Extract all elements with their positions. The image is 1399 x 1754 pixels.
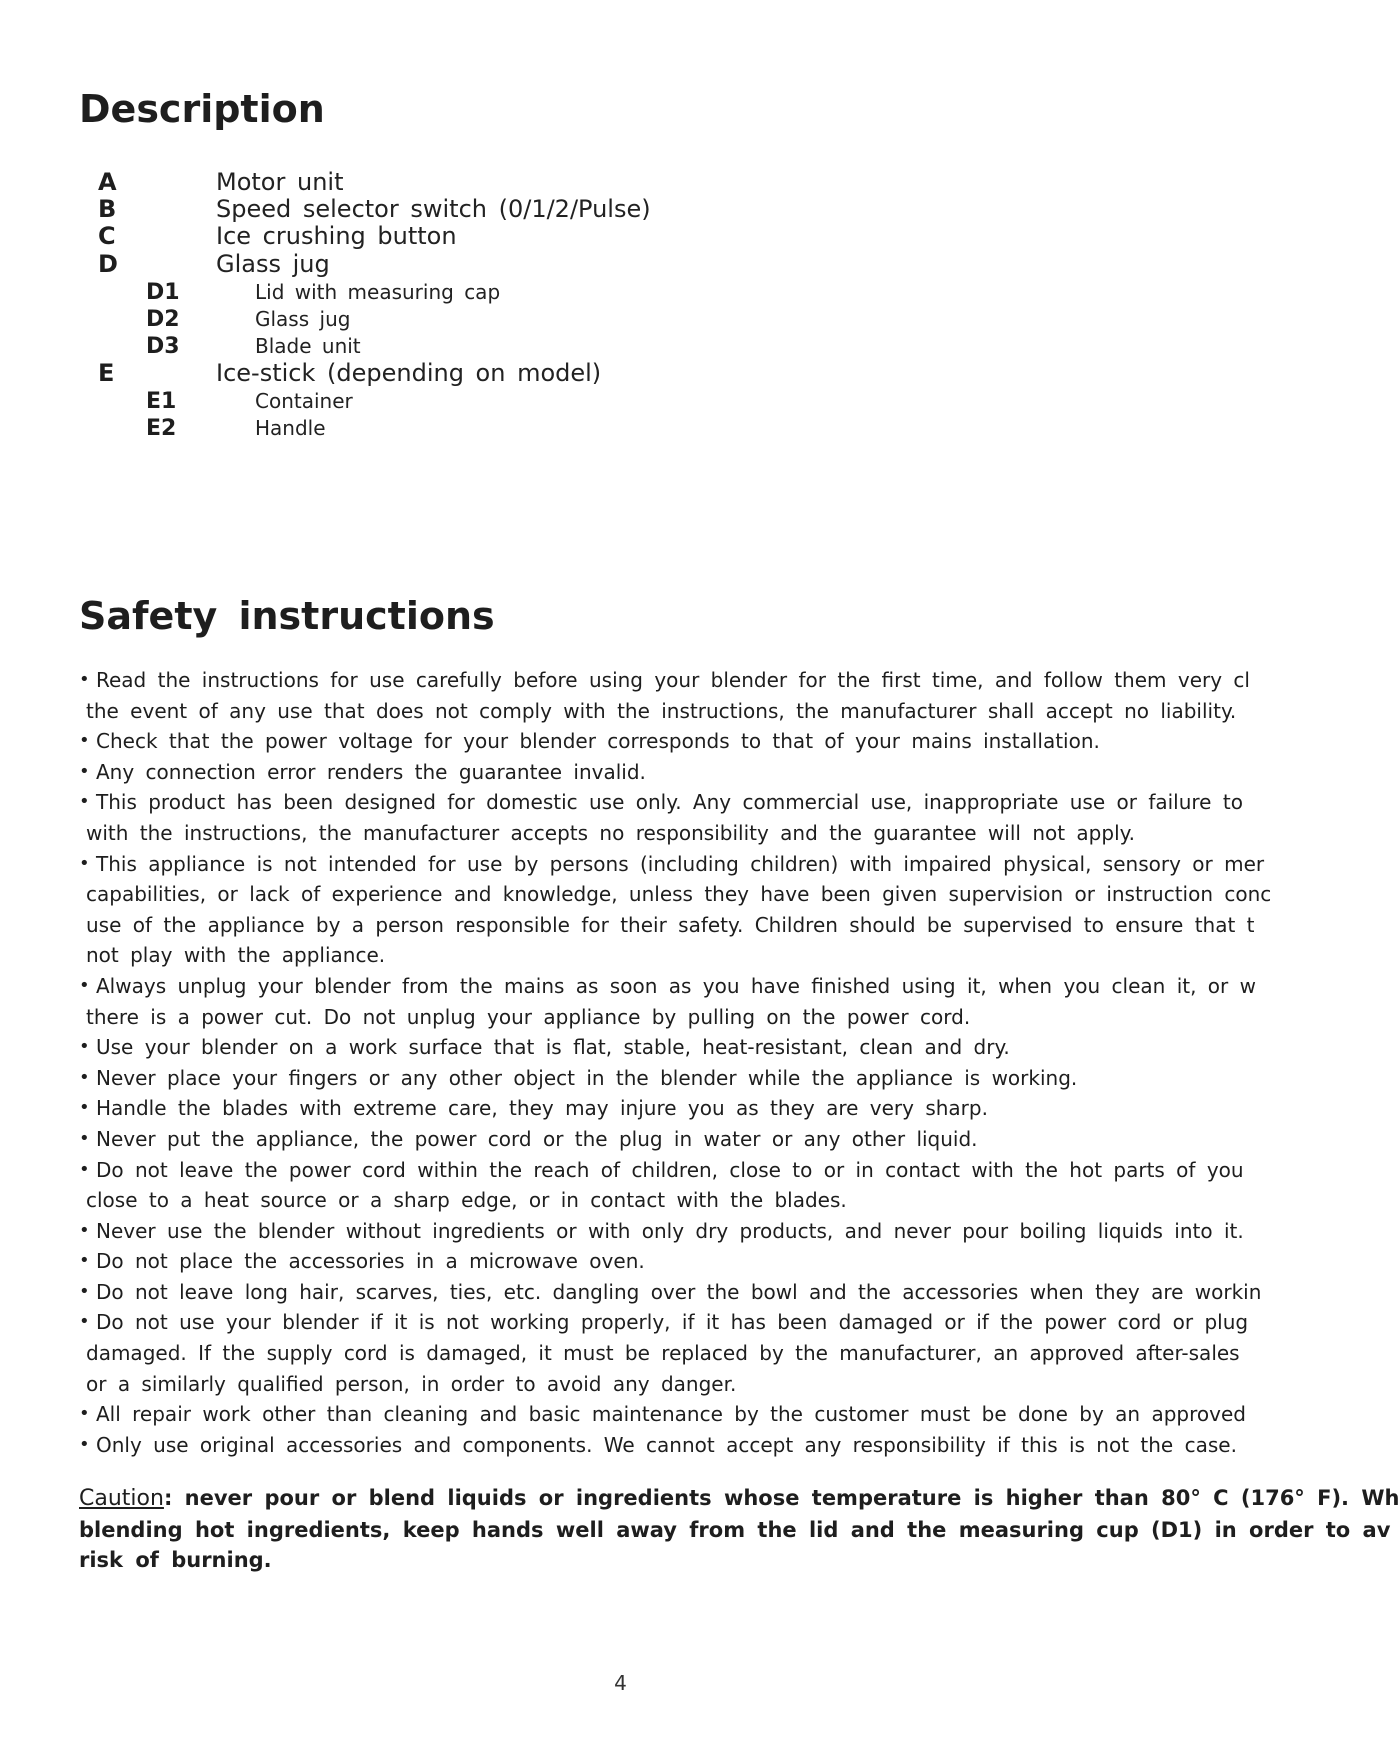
item-code: C	[98, 222, 116, 250]
item-label: Container	[255, 389, 353, 413]
bullet-line: there is a power cut. Do not unplug your appliance by pulling on the power cord.	[86, 1004, 971, 1029]
safety-bullet	[70, 726, 1270, 757]
bullet-line: the event of any use that does not comply with the instructions, the manufacturer shall accept no liability.	[86, 698, 1237, 723]
bullet-line: close to a heat source or a sharp edge, or in contact with the blades.	[86, 1188, 847, 1213]
caution-label: Caution	[79, 1486, 164, 1511]
bullet-icon: •	[79, 730, 90, 752]
safety-bullet	[70, 1063, 1270, 1094]
description-heading: Description	[79, 87, 325, 131]
bullet-line: capabilities, or lack of experience and knowledge, unless they have been given supervision or instruction conc	[86, 882, 1272, 907]
bullet-line: All repair work other than cleaning and basic maintenance by the customer must be done by an approved	[96, 1402, 1246, 1427]
safety-bullet	[70, 1216, 1270, 1247]
bullet-line: Read the instructions for use carefully before using your blender for the first time, and follow them very cl	[96, 668, 1250, 692]
bullet-line: with the instructions, the manufacturer accepts no responsibility and the guarantee will not apply.	[86, 820, 1135, 845]
bullet-icon: •	[79, 760, 90, 782]
safety-bullet	[70, 665, 1270, 726]
bullet-line: Do not leave long hair, scarves, ties, etc. dangling over the bowl and the accessories when they are workin	[96, 1279, 1262, 1304]
bullet-line: Check that the power voltage for your blender corresponds to that of your mains installation.	[96, 729, 1100, 754]
bullet-line: This appliance is not intended for use by persons (including children) with impaired physical, sensory or mer	[96, 851, 1265, 876]
bullet-icon: •	[79, 1433, 90, 1455]
bullet-line: Do not use your blender if it is not working properly, if it has been damaged or if the power cord or plug	[96, 1310, 1249, 1335]
safety-bullet	[70, 1093, 1270, 1124]
item-code: D1	[146, 280, 180, 305]
caution-section	[79, 1483, 1399, 1593]
bullet-line: Always unplug your blender from the mains as soon as you have finished using it, when you clean it, or w	[96, 973, 1256, 998]
item-code: D2	[146, 307, 180, 332]
safety-section	[70, 665, 1272, 1465]
safety-bullet	[70, 971, 1270, 1032]
bullet-icon: •	[79, 852, 90, 874]
bullet-icon: •	[79, 974, 90, 996]
bullet-icon: •	[79, 1311, 90, 1333]
bullet-icon: •	[79, 1158, 90, 1180]
safety-heading: Safety instructions	[79, 594, 495, 638]
safety-bullet	[70, 757, 1270, 788]
bullet-icon: •	[79, 1250, 90, 1272]
safety-bullet	[70, 1032, 1270, 1063]
bullet-line: damaged. If the supply cord is damaged, it must be replaced by the manufacturer, an approved after-sales	[86, 1341, 1240, 1366]
bullet-line: use of the appliance by a person responsible for their safety. Children should be supervised to ensure that t	[86, 912, 1255, 937]
bullet-line: Handle the blades with extreme care, they may injure you as they are very sharp.	[96, 1096, 988, 1121]
bullet-line: Never use the blender without ingredients or with only dry products, and never pour boiling liquids into it.	[96, 1218, 1244, 1243]
item-label: Handle	[255, 416, 326, 440]
safety-bullet	[70, 1399, 1270, 1430]
bullet-line: Do not place the accessories in a microwave oven.	[96, 1249, 645, 1274]
item-code: A	[98, 168, 117, 196]
bullet-line: Any connection error renders the guarantee invalid.	[96, 759, 646, 784]
item-code: E	[98, 359, 115, 387]
bullet-line: not play with the appliance.	[86, 943, 386, 968]
bullet-icon: •	[79, 1403, 90, 1425]
caution-note	[79, 1483, 1399, 1576]
caution-line: : never pour or blend liquids or ingredients whose temperature is higher than 80° C (176° F). Wh	[163, 1486, 1399, 1510]
item-code: D3	[146, 334, 180, 359]
bullet-line: or a similarly qualified person, in order to avoid any danger.	[86, 1371, 737, 1396]
bullet-icon: •	[79, 791, 90, 813]
bullet-line: Never place your fingers or any other object in the blender while the appliance is working.	[96, 1065, 1078, 1090]
caution-line: blending hot ingredients, keep hands well away from the lid and the measuring cup (D1) in order to av	[79, 1517, 1391, 1542]
bullet-icon: •	[79, 1280, 90, 1302]
bullet-line: Never put the appliance, the power cord or the plug in water or any other liquid.	[96, 1126, 978, 1151]
item-label: Motor unit	[216, 168, 344, 196]
bullet-icon: •	[79, 1127, 90, 1149]
item-label: Blade unit	[255, 334, 361, 358]
safety-bullet	[70, 1124, 1270, 1155]
safety-bullet	[70, 787, 1270, 848]
safety-bullet	[70, 1430, 1270, 1461]
bullet-icon: •	[79, 1097, 90, 1119]
safety-bullet	[70, 849, 1270, 971]
item-code: E1	[146, 389, 177, 414]
caution-line: risk of burning.	[79, 1548, 272, 1573]
bullet-icon: •	[79, 1066, 90, 1088]
bullet-line: Only use original accessories and components. We cannot accept any responsibility if this is not the case.	[96, 1432, 1237, 1457]
item-label: Glass jug	[255, 307, 351, 331]
item-label: Ice crushing button	[216, 222, 457, 250]
safety-bullet	[70, 1155, 1270, 1216]
item-label: Lid with measuring cap	[255, 280, 501, 304]
item-label: Glass jug	[216, 250, 330, 278]
item-code: E2	[146, 416, 177, 441]
safety-list	[70, 665, 1270, 1460]
safety-bullet	[70, 1246, 1270, 1277]
item-code: B	[98, 195, 117, 223]
bullet-line: This product has been designed for domestic use only. Any commercial use, inappropriate use or failure to	[96, 790, 1243, 815]
safety-bullet	[70, 1277, 1270, 1308]
bullet-line: Use your blender on a work surface that is flat, stable, heat-resistant, clean and dry.	[96, 1035, 1010, 1060]
bullet-line: Do not leave the power cord within the reach of children, close to or in contact with the hot parts of you	[96, 1157, 1244, 1182]
page-number: 4	[614, 1671, 627, 1695]
safety-bullet	[70, 1307, 1270, 1399]
bullet-icon: •	[79, 1036, 90, 1058]
item-label: Speed selector switch (0/1/2/Pulse)	[216, 195, 651, 223]
item-code: D	[98, 250, 118, 278]
item-label: Ice-stick (depending on model)	[216, 359, 602, 387]
bullet-icon: •	[79, 1219, 90, 1241]
bullet-icon: •	[79, 669, 90, 690]
